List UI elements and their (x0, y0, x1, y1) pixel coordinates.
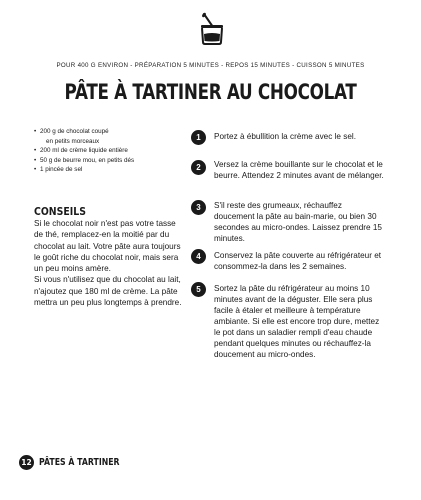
step-number-badge: 1 (191, 130, 206, 145)
ingredient-list (34, 127, 164, 175)
ingredient-item (34, 156, 164, 166)
ingredient-item (34, 127, 164, 146)
step-number-badge: 2 (191, 160, 206, 175)
jar-with-spoon-icon (198, 12, 226, 46)
recipe-meta: POUR 400 G ENVIRON - PRÉPARATION 5 MINUTES - REPOS 15 MINUTES - CUISSON 5 MINUTES (56, 62, 365, 69)
step-number-badge: 3 (191, 200, 206, 215)
page-title: PÂTE À TARTINER AU CHOCOLAT (64, 80, 357, 104)
step-number-badge: 5 (191, 282, 206, 297)
step-text: S'il reste des grumeaux, réchauffez doucement la pâte au bain-marie, ou bien 30 secondes au micro-ondes. Laissez prendre 15 minutes. (214, 201, 382, 243)
ingredient-item (34, 146, 164, 156)
ingredient-text: 200 ml de crème liquide entière (40, 147, 128, 155)
page-number: 12 (19, 455, 34, 470)
step-text: Portez à ébullition la crème avec le sel. (214, 132, 356, 141)
conseils-body (34, 218, 184, 308)
step-text: Conservez la pâte couverte au réfrigérateur et consommez-la dans les 2 semaines. (214, 251, 382, 271)
ingredient-text: 1 pincée de sel (40, 166, 83, 174)
step-number-badge: 4 (191, 249, 206, 264)
conseils-paragraph: Si vous n'utilisez que du chocolat au lait, n'ajoutez que 180 ml de crème. La pâte mettra un peu plus longtemps à prendre. (34, 275, 182, 308)
ingredient-item (34, 165, 164, 175)
ingredient-text: 50 g de beurre mou, en petits dés (40, 156, 135, 164)
section-label: PÂTES À TARTINER (39, 457, 120, 468)
step-text: Sortez la pâte du réfrigérateur au moins 10 minutes avant de la déguster. Elle sera plus facile à étaler et meilleure à température ambiante. Si elle est encore trop dure, mettez le pot dans un saladier rempli d'eau chaude pendant quelques minutes ou réchauffez-la doucement au micro-ondes. (214, 284, 380, 359)
ingredient-text: 200 g de chocolat coupé (40, 128, 109, 135)
ingredient-text-continued: en petits morceaux (46, 137, 100, 145)
conseils-heading: CONSEILS (34, 205, 86, 218)
conseils-paragraph: Si le chocolat noir n'est pas votre tasse de thé, remplacez-en la moitié par du chocolat au lait. Votre pâte aura toujours le goût riche du chocolat noir, mais sera un peu moins amère. (34, 219, 181, 274)
step-text: Versez la crème bouillante sur le chocolat et le beurre. Attendez 2 minutes avant de mélanger. (214, 160, 384, 180)
